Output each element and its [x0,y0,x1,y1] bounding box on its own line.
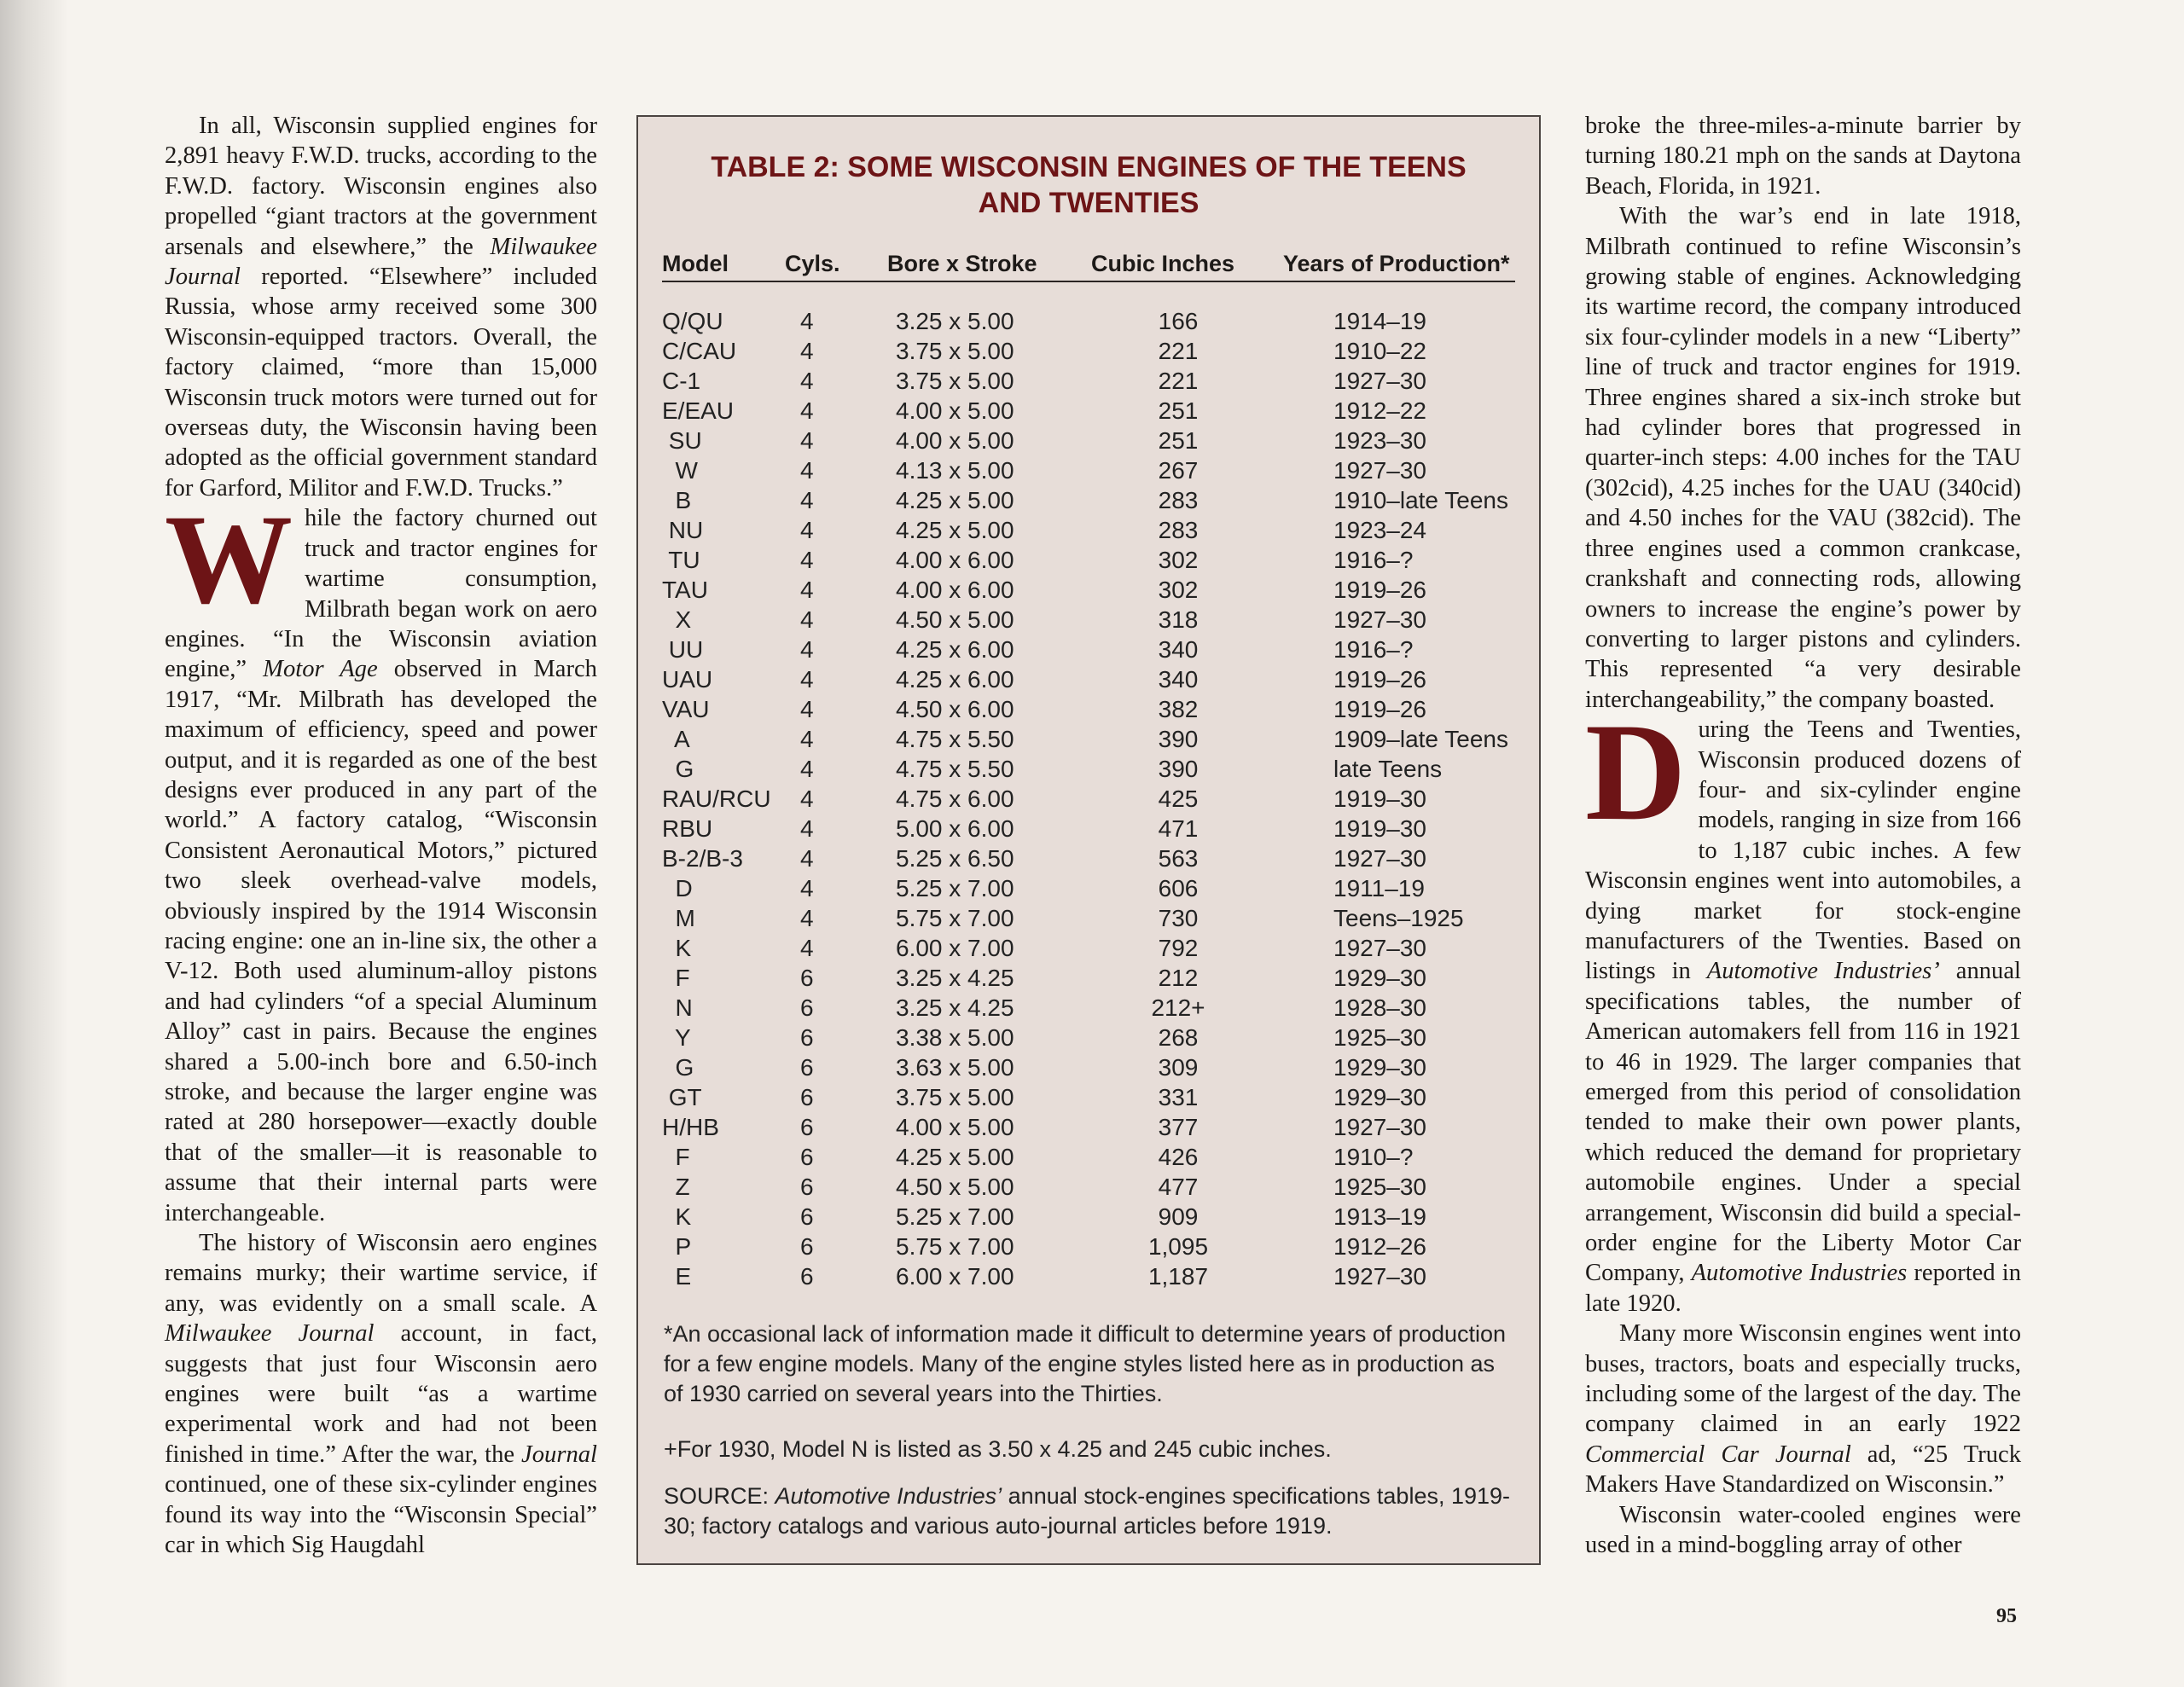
cell-years: 1927–30 [1333,368,1427,394]
cell-years: 1914–19 [1333,308,1427,334]
table-row [638,1261,1539,1291]
cell-bore-stroke: 4.13 x 5.00 [896,457,1014,484]
table-row [638,784,1539,814]
cell-cubic-inches: 425 [1158,786,1199,812]
cell-model: K [662,935,692,961]
table-row [638,1142,1539,1172]
cell-bore-stroke: 3.25 x 4.25 [896,965,1014,991]
cell-cyls: 6 [800,1144,814,1170]
cell-years: 1927–30 [1333,1263,1427,1290]
table-row [638,635,1539,664]
cell-model: H/HB [662,1114,719,1140]
cell-cyls: 4 [800,457,814,484]
cell-model: F [662,965,690,991]
cell-years: 1927–30 [1333,457,1427,484]
paragraph: broke the three-miles-a-minute barrier by turning 180.21 mph on the sands at Daytona Beach, Florida, in 1921. [1585,113,2021,200]
cell-cubic-inches: 166 [1158,308,1199,334]
cell-cyls: 4 [800,726,814,752]
paragraph: The history of Wisconsin aero engines remains murky; their wartime service, if any, was evidently on a small scale. A Milwaukee Journal account, in fact, suggests that just four Wisconsin aero engines were built “as a wartime experimental work and had not been finished in time.” After the war, the Journal continued, one of these six-cylinder engines found its way into the “Wisconsin Special” car in which Sig Haugdahl [165,1230,598,1559]
cell-model: Q/QU [662,308,723,334]
cell-bore-stroke: 4.75 x 6.00 [896,786,1014,812]
header-cyls: Cyls. [785,251,840,276]
cell-cubic-inches: 283 [1158,517,1199,543]
table-row [638,1172,1539,1202]
cell-years: 1929–30 [1333,1084,1427,1110]
cell-cyls: 4 [800,815,814,842]
cell-years: 1919–30 [1333,786,1427,812]
cell-model: Y [662,1024,691,1051]
cell-years: 1925–30 [1333,1174,1427,1200]
cell-cubic-inches: 283 [1158,487,1199,513]
cell-cubic-inches: 331 [1158,1084,1199,1110]
table-row [638,575,1539,605]
table-row [638,814,1539,844]
table-row [638,366,1539,396]
cell-bore-stroke: 5.00 x 6.00 [896,815,1014,842]
cell-cubic-inches: 212+ [1151,994,1205,1021]
cell-cubic-inches: 382 [1158,696,1199,722]
table-row [638,963,1539,993]
cell-cubic-inches: 563 [1158,845,1199,872]
cell-bore-stroke: 3.63 x 5.00 [896,1054,1014,1081]
cell-cyls: 6 [800,1203,814,1230]
cell-bore-stroke: 4.25 x 6.00 [896,636,1014,663]
table-row [638,873,1539,903]
table-row [638,605,1539,635]
cell-model: TAU [662,577,708,603]
cell-cubic-inches: 471 [1158,815,1199,842]
cell-bore-stroke: 4.50 x 6.00 [896,696,1014,722]
cell-years: 1912–26 [1333,1233,1427,1260]
left-text-column [165,111,597,1561]
table-row [638,545,1539,575]
table-row [638,933,1539,963]
table-body [638,306,1539,1291]
right-text-column [1585,111,2021,1561]
cell-cyls: 4 [800,308,814,334]
cell-cyls: 6 [800,1174,814,1200]
table-title: TABLE 2: SOME WISCONSIN ENGINES OF THE TEENS AND TWENTIES [711,151,1467,219]
cell-cyls: 4 [800,636,814,663]
cell-bore-stroke: 5.25 x 7.00 [896,1203,1014,1230]
table-row [638,754,1539,784]
cell-cubic-inches: 477 [1158,1174,1199,1200]
cell-cubic-inches: 1,095 [1147,1233,1209,1260]
cell-years: late Teens [1333,756,1443,782]
cell-cyls: 4 [800,427,814,454]
cell-cubic-inches: 302 [1158,577,1199,603]
cell-bore-stroke: 4.25 x 5.00 [896,517,1014,543]
footnote-plus: +For 1930, Model N is listed as 3.50 x 4.25 and 245 cubic inches. [664,1436,1332,1462]
page-number: 95 [1996,1605,2017,1627]
table-row [638,1232,1539,1261]
cell-model: X [662,606,692,633]
cell-years: 1916–? [1333,547,1414,573]
cell-years: 1909–late Teens [1333,726,1508,752]
cell-cubic-inches: 318 [1158,606,1199,633]
cell-model: W [662,457,698,484]
cell-cubic-inches: 221 [1158,368,1199,394]
cell-bore-stroke: 3.75 x 5.00 [896,368,1014,394]
cell-years: 1910–? [1333,1144,1414,1170]
table-row [638,664,1539,694]
cell-model: GT [662,1084,702,1110]
cell-years: 1929–30 [1333,965,1427,991]
cell-cyls: 4 [800,338,814,364]
cell-cubic-inches: 390 [1158,726,1199,752]
cell-cubic-inches: 377 [1158,1114,1199,1140]
table-row [638,515,1539,545]
cell-bore-stroke: 5.75 x 7.00 [896,905,1014,931]
table-row [638,306,1539,336]
table-row [638,1023,1539,1052]
paragraph: With the war’s end in late 1918, Milbrath continued to refine Wisconsin’s growing stable of engines. Acknowledging its wartime record, the company introduced six four-cylinder models in a new “Liberty” line of truck and tractor engines for 1919. Three engines shared a six-inch stroke but had cylinder bores that progressed in quarter-inch steps: 4.00 inches for the TAU (302cid), 4.25 inches for the UAU (340cid) and 4.50 inches for the VAU (382cid). The three engines used a common crankcase, crankshaft and connecting rods, allowing owners to increase the engine’s power by converting to larger pistons and cylinders. This represented “a very desirable interchangeability,” the company boasted. [1585,203,2021,713]
cell-cyls: 6 [800,1024,814,1051]
paragraph: Many more Wisconsin engines went into buses, tractors, boats and especially trucks, including some of the largest of the day. The company claimed in an early 1922 Commercial Car Journal ad, “25 Truck Makers Have Standardized on Wisconsin.” [1585,1320,2021,1499]
cell-years: 1916–? [1333,636,1414,663]
cell-model: UU [662,636,704,663]
cell-model: N [662,994,693,1021]
cell-years: 1927–30 [1333,845,1427,872]
cell-cubic-inches: 909 [1158,1203,1199,1230]
cell-model: G [662,756,694,782]
cell-bore-stroke: 6.00 x 7.00 [896,1263,1014,1290]
cell-bore-stroke: 5.75 x 7.00 [896,1233,1014,1260]
cell-bore-stroke: 5.25 x 6.50 [896,845,1014,872]
cell-cyls: 4 [800,666,814,693]
drop-cap-letter: D [1585,695,1687,850]
cell-model: K [662,1203,692,1230]
table-row [638,1082,1539,1112]
footnote-asterisk: *An occasional lack of information made it difficult to determine years of production for a few engine models. Many of the engine styles listed here as in production as of 1930 carried on several years into the Thirties. [664,1321,1507,1406]
cell-bore-stroke: 4.00 x 5.00 [896,1114,1014,1140]
cell-bore-stroke: 3.75 x 5.00 [896,1084,1014,1110]
cell-bore-stroke: 4.25 x 5.00 [896,1144,1014,1170]
cell-cyls: 4 [800,368,814,394]
cell-years: 1911–19 [1333,875,1425,901]
cell-model: G [662,1054,694,1081]
cell-bore-stroke: 4.50 x 5.00 [896,606,1014,633]
cell-cubic-inches: 340 [1158,636,1199,663]
drop-cap-letter: W [165,489,293,631]
cell-model: P [662,1233,692,1260]
paragraph-dropcap: While the factory churned out truck and tractor engines for wartime consumption, Milbrath began work on aero engines. “In the Wisconsin aviation engine,” Motor Age observed in March 1917, “Mr. Milbrath has developed the maximum of efficiency, speed and power output, and it is regarded as one of the best designs ever produced in any part of the world.” A factory catalog, “Wisconsin Consistent Aeronautical Motors,” pictured two sleek overhead-valve models, obviously inspired by the 1914 Wisconsin racing engine: one an in-line six, the other a V-12. Both used aluminum-alloy pistons and had cylinders “of a special Aluminum Alloy” cast in pairs. Because the engines shared a 5.00-inch bore and 6.50-inch stroke, and because the larger engine was rated at 280 horsepower—exactly double that of the smaller—it is reasonable to assume that their internal parts were interchangeable. [165,489,597,1226]
cell-model: D [662,875,693,901]
table-row [638,993,1539,1023]
header-cubic-inches: Cubic Inches [1091,251,1235,276]
cell-model: B [662,487,692,513]
paragraph: Wisconsin water-cooled engines were used in a mind-boggling array of other [1585,1501,2021,1559]
cell-bore-stroke: 5.25 x 7.00 [896,875,1014,901]
cell-years: Teens–1925 [1333,905,1464,931]
cell-cyls: 4 [800,517,814,543]
cell-bore-stroke: 4.00 x 5.00 [896,397,1014,424]
cell-model: TU [662,547,700,573]
cell-cyls: 4 [800,397,814,424]
cell-cubic-inches: 1,187 [1147,1263,1209,1290]
cell-years: 1925–30 [1333,1024,1427,1051]
cell-cubic-inches: 390 [1158,756,1199,782]
paragraph-dropcap: During the Teens and Twenties, Wisconsin produced dozens of four- and six-cylinder engine models, ranging in size from 166 to 1,187 cubic inches. A few Wisconsin engines went into automobiles, a dying market for stock-engine manufacturers of the Twenties. Based on listings in Automotive Industries’ annual specifications tables, the number of American automakers fell from 116 in 1921 to 46 in 1929. The larger companies that emerged from this period of consolidation tended to make their own power plants, which reduced the demand for proprietary automobile engines. Under a special arrangement, Wisconsin did build a special-order engine for the Liberty Motor Car Company, Automotive Industries reported in late 1920. [1585,695,2021,1317]
cell-cyls: 6 [800,1114,814,1140]
cell-cubic-inches: 730 [1158,905,1199,931]
book-spine-shadow [0,0,68,1687]
engine-table-panel [636,115,1541,1565]
cell-years: 1927–30 [1333,606,1427,633]
cell-cyls: 4 [800,577,814,603]
cell-years: 1923–30 [1333,427,1427,454]
cell-cubic-inches: 302 [1158,547,1199,573]
cell-cubic-inches: 309 [1158,1054,1199,1081]
cell-cubic-inches: 340 [1158,666,1199,693]
cell-bore-stroke: 4.25 x 5.00 [896,487,1014,513]
cell-bore-stroke: 4.25 x 6.00 [896,666,1014,693]
cell-years: 1928–30 [1333,994,1427,1021]
cell-model: VAU [662,696,710,722]
cell-bore-stroke: 4.50 x 5.00 [896,1174,1014,1200]
table-row [638,426,1539,455]
cell-cubic-inches: 792 [1158,935,1199,961]
cell-bore-stroke: 4.75 x 5.50 [896,726,1014,752]
cell-years: 1910–22 [1333,338,1427,364]
cell-cyls: 4 [800,905,814,931]
cell-years: 1929–30 [1333,1054,1427,1081]
cell-model: RBU [662,815,713,842]
cell-cubic-inches: 251 [1158,427,1199,454]
cell-bore-stroke: 4.00 x 5.00 [896,427,1014,454]
cell-years: 1919–26 [1333,577,1427,603]
cell-model: B-2/B-3 [662,845,743,872]
cell-model: A [662,726,690,752]
cell-cyls: 4 [800,487,814,513]
paragraph: In all, Wisconsin supplied engines for 2,891 heavy F.W.D. trucks, according to the F.W.D. factory. Wisconsin engines also propelled “giant tractors at the government arsenals and elsewhere,” the Milwaukee Journal reported. “Elsewhere” included Russia, whose army received some 300 Wisconsin-equipped tractors. Overall, the factory claimed, “more than 15,000 Wisconsin truck motors were turned out for overseas duty, the Wisconsin having been adopted as the official government standard for Garford, Militor and F.W.D. Trucks.” [165,113,597,501]
cell-years: 1910–late Teens [1333,487,1508,513]
cell-years: 1913–19 [1333,1203,1427,1230]
cell-years: 1912–22 [1333,397,1427,424]
cell-cubic-inches: 606 [1158,875,1199,901]
header-model: Model [662,251,729,276]
cell-cubic-inches: 212 [1158,965,1199,991]
cell-model: C/CAU [662,338,737,364]
cell-cyls: 6 [800,965,814,991]
cell-bore-stroke: 6.00 x 7.00 [896,935,1014,961]
cell-model: M [662,905,695,931]
cell-cubic-inches: 221 [1158,338,1199,364]
table-row [638,1112,1539,1142]
table-row [638,455,1539,485]
table-row [638,724,1539,754]
source-note: SOURCE: Automotive Industries’ annual stock-engines specifications tables, 1919-30; factory catalogs and various auto-journal articles before 1919. [664,1483,1511,1539]
cell-model: F [662,1144,690,1170]
cell-model: E [662,1263,692,1290]
cell-bore-stroke: 3.38 x 5.00 [896,1024,1014,1051]
cell-cyls: 6 [800,1263,814,1290]
cell-bore-stroke: 3.25 x 4.25 [896,994,1014,1021]
cell-cyls: 4 [800,845,814,872]
table-row [638,485,1539,515]
cell-cyls: 4 [800,696,814,722]
cell-cyls: 4 [800,547,814,573]
cell-cyls: 6 [800,1084,814,1110]
cell-cyls: 6 [800,1054,814,1081]
header-bore-stroke: Bore x Stroke [887,251,1037,276]
header-rule [662,281,1515,282]
cell-years: 1919–26 [1333,666,1427,693]
cell-years: 1919–26 [1333,696,1427,722]
table-row [638,903,1539,933]
table-row [638,336,1539,366]
table-row [638,694,1539,724]
cell-model: SU [662,427,702,454]
cell-model: Z [662,1174,690,1200]
cell-bore-stroke: 3.25 x 5.00 [896,308,1014,334]
cell-cubic-inches: 268 [1158,1024,1199,1051]
cell-cyls: 4 [800,935,814,961]
cell-model: NU [662,517,704,543]
cell-cubic-inches: 251 [1158,397,1199,424]
cell-model: C-1 [662,368,701,394]
cell-model: E/EAU [662,397,735,424]
cell-years: 1919–30 [1333,815,1427,842]
cell-cyls: 6 [800,1233,814,1260]
cell-cyls: 4 [800,756,814,782]
cell-cyls: 4 [800,606,814,633]
cell-cyls: 4 [800,786,814,812]
cell-bore-stroke: 3.75 x 5.00 [896,338,1014,364]
cell-cyls: 4 [800,875,814,901]
cell-bore-stroke: 4.00 x 6.00 [896,577,1014,603]
cell-model: UAU [662,666,713,693]
table-row [638,844,1539,873]
cell-bore-stroke: 4.75 x 5.50 [896,756,1014,782]
cell-cyls: 6 [800,994,814,1021]
cell-years: 1927–30 [1333,935,1427,961]
cell-cubic-inches: 426 [1158,1144,1199,1170]
table-row [638,396,1539,426]
header-years: Years of Production* [1283,251,1510,276]
cell-model: RAU/RCU [662,786,771,812]
table-row [638,1202,1539,1232]
cell-years: 1927–30 [1333,1114,1427,1140]
cell-bore-stroke: 4.00 x 6.00 [896,547,1014,573]
table-row [638,1052,1539,1082]
cell-cubic-inches: 267 [1158,457,1199,484]
cell-years: 1923–24 [1333,517,1427,543]
